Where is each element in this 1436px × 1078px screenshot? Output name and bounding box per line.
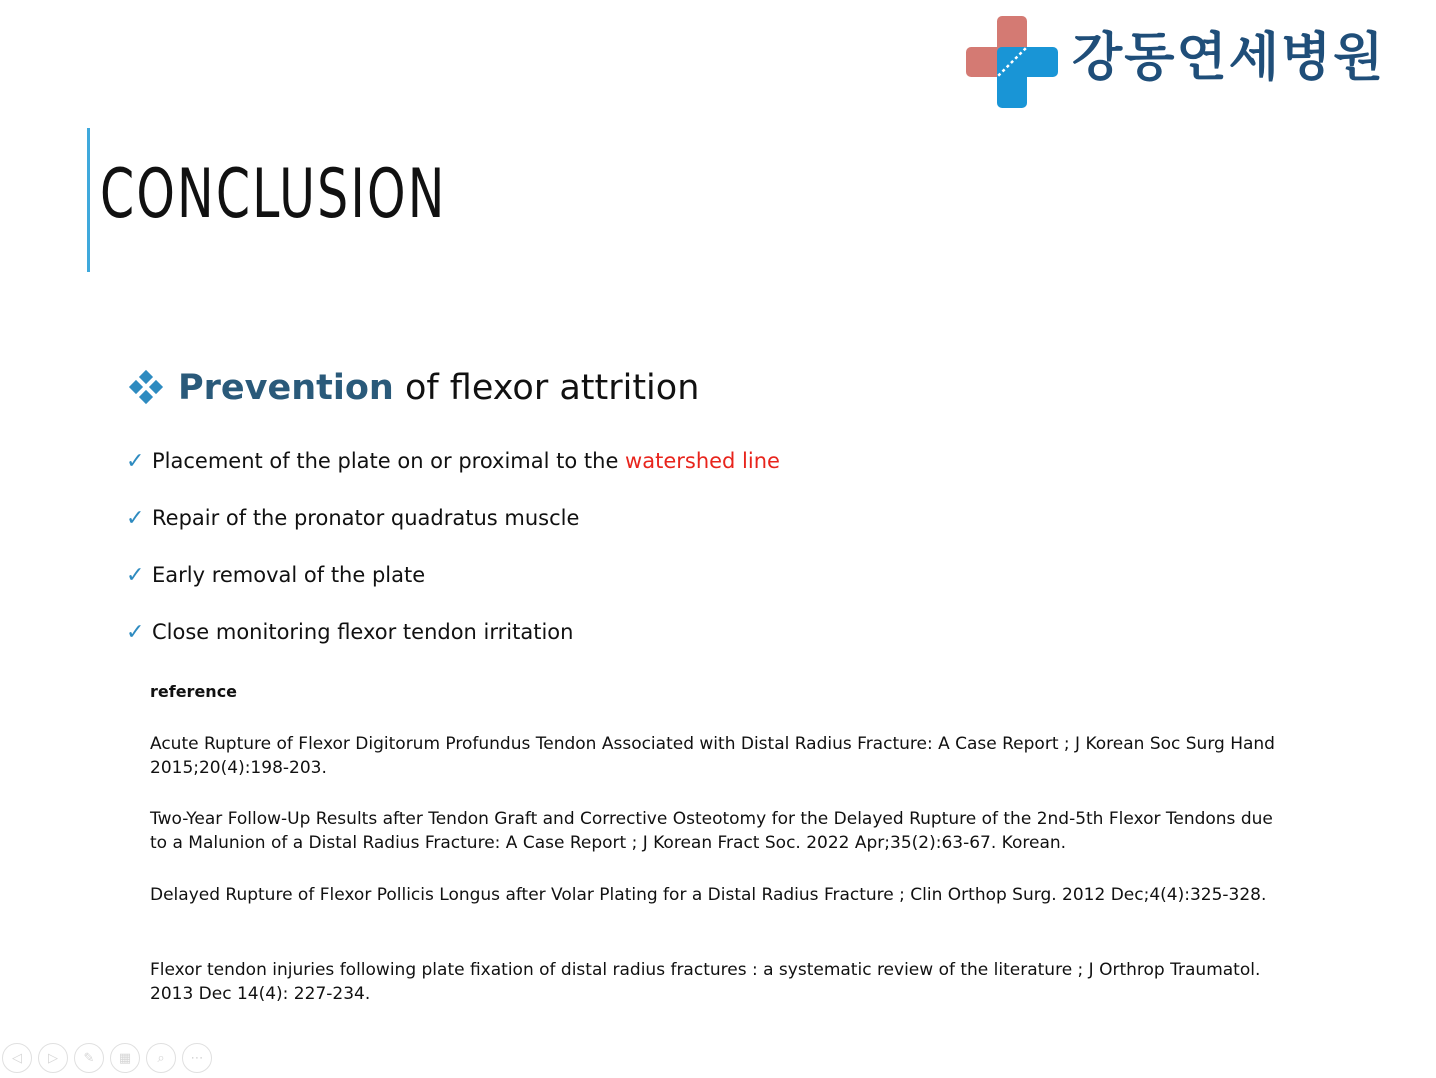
prev-icon[interactable]: ◁ [2, 1043, 32, 1073]
bullet-item [126, 443, 780, 500]
hospital-name: 강동연세병원 [1072, 28, 1386, 88]
checkmark-icon: ✓ [126, 563, 145, 588]
checkmark-icon: ✓ [126, 620, 145, 645]
bullet-text: Early removal of the plate [152, 563, 426, 587]
bullet-text: Close monitoring flexor tendon irritation [152, 620, 574, 644]
heading-rest: of flexor attrition [393, 368, 700, 408]
bullet-item [126, 614, 780, 671]
reference-item: Delayed Rupture of Flexor Pollicis Longus after Volar Plating for a Distal Radius Fracture ; Clin Orthop Surg. 2012 Dec;4(4):325-328. [150, 885, 1267, 905]
pen-icon[interactable]: ✎ [74, 1043, 104, 1073]
reference-item: Two-Year Follow-Up Results after Tendon Graft and Corrective Osteotomy for the Delayed Rupture of the 2nd-5th Flexor Tendons due to a Malunion of a Distal Radius Fracture: A Case Report ; J Korean Fract Soc. 2022 Apr;35(2):63-67. Korean. [150, 809, 1273, 853]
title-accent-bar [87, 128, 90, 272]
next-icon[interactable]: ▷ [38, 1043, 68, 1073]
bullet-item [126, 557, 780, 614]
medical-cross-icon [964, 14, 1060, 110]
checkmark-icon: ✓ [126, 506, 145, 531]
reference-item: Flexor tendon injuries following plate fixation of distal radius fractures : a systematic review of the literature ; J Orthrop Traumatol. 2013 Dec 14(4): 227-234. [150, 960, 1261, 1004]
checkmark-icon: ✓ [126, 449, 145, 474]
heading-strong: Prevention [178, 368, 394, 408]
hospital-logo [964, 14, 1434, 110]
bullet-text: Repair of the pronator quadratus muscle [152, 506, 580, 530]
bullet-highlight: watershed line [625, 449, 780, 473]
section-heading [128, 363, 699, 413]
diamond-bullet-icon [128, 369, 164, 405]
bullet-text: Placement of the plate on or proximal to the [152, 449, 626, 473]
slide-title: CONCLUSION [100, 155, 447, 234]
slideshow-controls [2, 1043, 212, 1075]
bullet-item [126, 500, 780, 557]
reference-title: reference [150, 682, 238, 701]
reference-item: Acute Rupture of Flexor Digitorum Profundus Tendon Associated with Distal Radius Fracture: A Case Report ; J Korean Soc Surg Hand 2015;20(4):198-203. [150, 734, 1275, 778]
bullet-list [126, 443, 780, 671]
slides-icon[interactable]: ▦ [110, 1043, 140, 1073]
more-icon[interactable]: ⋯ [182, 1043, 212, 1073]
zoom-icon[interactable]: ⌕ [146, 1043, 176, 1073]
